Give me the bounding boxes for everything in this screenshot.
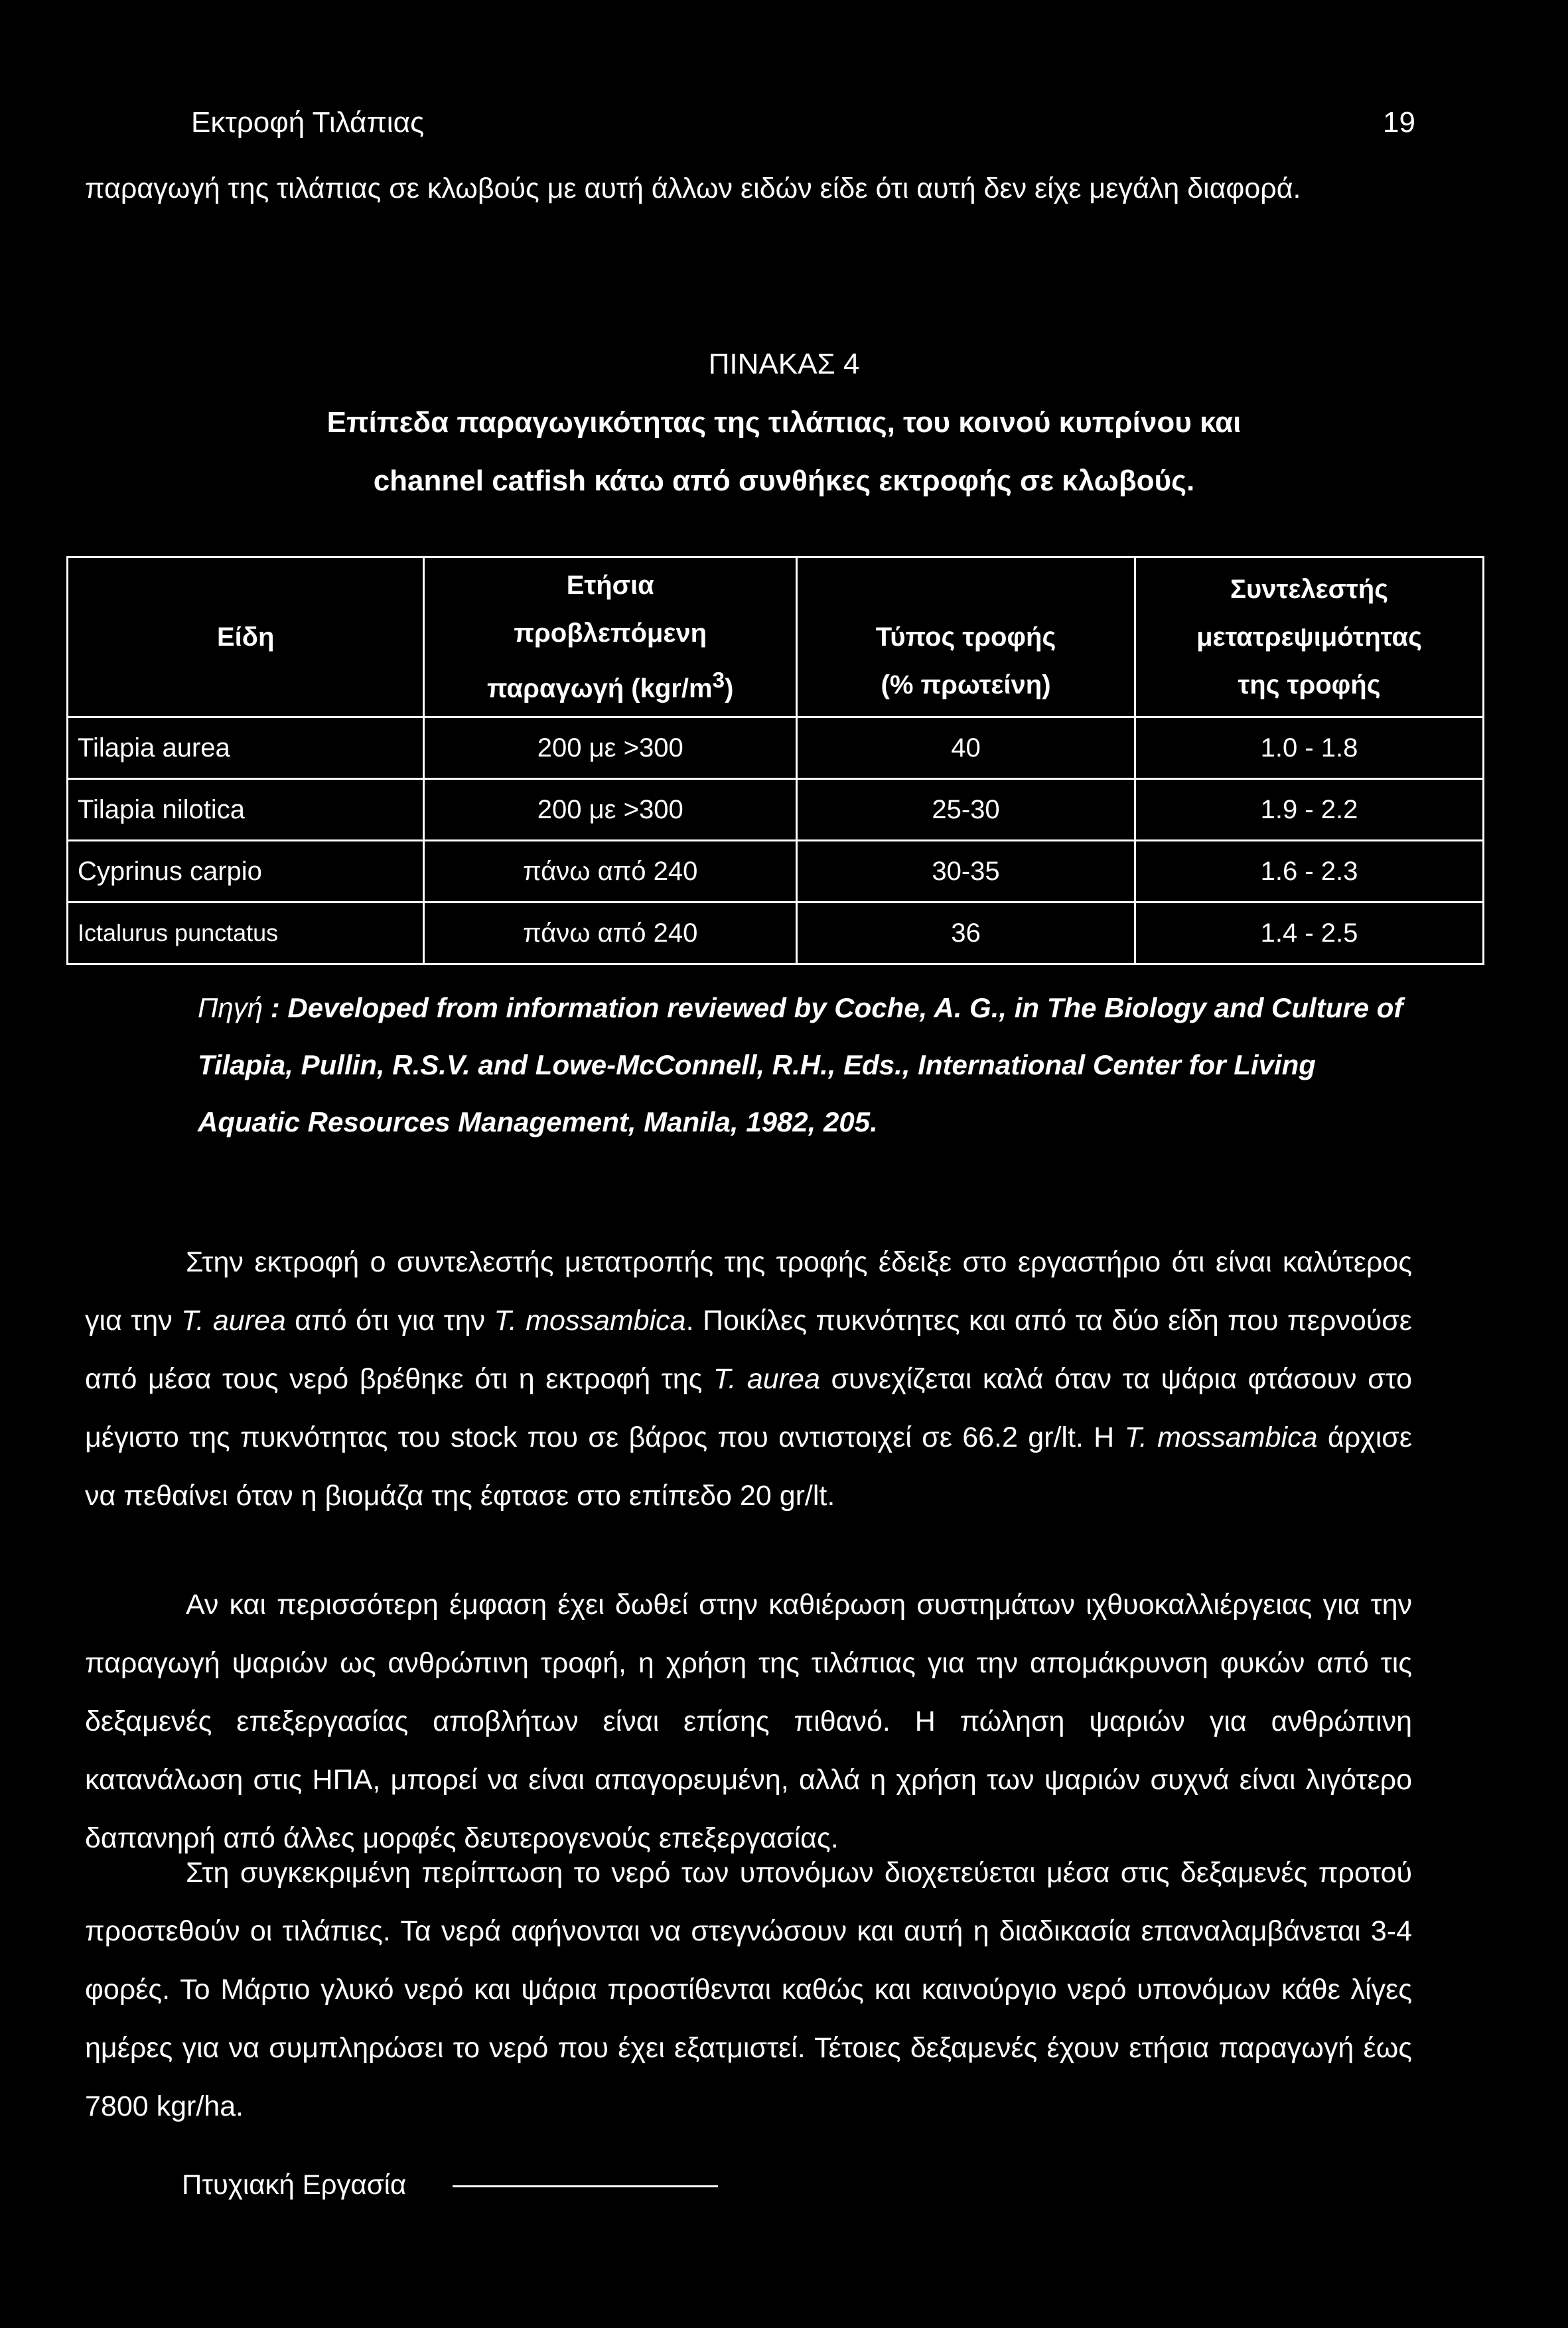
page-header xyxy=(191,106,1415,153)
table-row xyxy=(68,903,1484,964)
paragraph-fcr: Στην εκτροφή ο συντελεστής μετατροπής της τροφής έδειξε στο εργαστήριο ότι είναι καλύτερος για την T. aurea από ότι για την T. mossambica. Ποικίλες πυκνότητες και από τα δύο είδη που περνούσε από μέσα τους νερό βρέθηκε ότι η εκτροφή της T. aurea συνεχίζεται καλά όταν τα ψάρια φτάσουν στο μέγιστο της πυκνότητας του stock που σε βάρος που αντιστοιχεί σε 66.2 gr/lt. Η T. mossambica άρχισε να πεθαίνει όταν η βιομάζα της έφτασε στο επίπεδο 20 gr/lt. xyxy=(85,1246,1412,1512)
table-row xyxy=(68,841,1484,903)
cell-fcr: 1.6 - 2.3 xyxy=(1135,841,1484,903)
source-citation: Πηγή : Developed from information reviewed by Coche, A. G., in The Biology and Culture of Tilapia, Pullin, R.S.V. and Lowe-McConnell, R.H., Eds., International Center for Living Aquatic Resources Management, Manila, 1982, 205. xyxy=(198,992,1403,1137)
table-row xyxy=(68,717,1484,779)
cell-production: πάνω από 240 xyxy=(424,841,797,903)
cell-species: Ictalurus punctatus xyxy=(68,903,424,964)
source-label: Πηγή xyxy=(198,992,263,1023)
table-label: ΠΙΝΑΚΑΣ 4 xyxy=(708,348,860,380)
source-text: Developed from information reviewed by Coche, A. G., in The Biology and Culture of Tilapia, Pullin, R.S.V. and Lowe-McConnell, R.H., Eds., International Center for Living Aquatic Resources Management, Manila, 1982, 205. xyxy=(198,992,1403,1137)
cell-species: Tilapia nilotica xyxy=(68,779,424,841)
cell-protein: 36 xyxy=(797,903,1135,964)
header-species: Είδη xyxy=(68,557,424,717)
cell-fcr: 1.0 - 1.8 xyxy=(1135,717,1484,779)
table-caption xyxy=(0,335,1568,510)
footer-label: Πτυχιακή Εργασία xyxy=(182,2169,407,2200)
intro-paragraph: παραγωγή της τιλάπιας σε κλωβούς με αυτή άλλων ειδών είδε ότι αυτή δεν είχε μεγάλη διαφορά. xyxy=(85,173,1301,204)
cell-species: Tilapia aurea xyxy=(68,717,424,779)
paragraph-wastewater: Αν και περισσότερη έμφαση έχει δωθεί στην καθιέρωση συστημάτων ιχθυοκαλλιέργειας για την παραγωγή ψαριών ως ανθρώπινη τροφή, η χρήση της τιλάπιας για την απομάκρυνση φυκών από τις δεξαμενές επεξεργασίας αποβλήτων είναι επίσης πιθανό. Η πώληση ψαριών για ανθρώπινη κατανάλωση στις ΗΠΑ, μπορεί να είναι απαγορευμένη, αλλά η χρήση των ψαριών συχνά είναι λιγότερο δαπανηρή από άλλες μορφές δευτερογενούς επεξεργασίας. xyxy=(85,1589,1412,1854)
cell-production: 200 με >300 xyxy=(424,717,797,779)
table-header-row xyxy=(68,557,1484,717)
paragraph-procedure: Στη συγκεκριμένη περίπτωση το νερό των υπονόμων διοχετεύεται μέσα στις δεξαμενές προτού προστεθούν οι τιλάπιες. Τα νερά αφήνονται να στεγνώσουν και αυτή η διαδικασία επαναλαμβάνεται 3-4 φορές. Το Μάρτιο γλυκό νερό και ψάρια προστίθενται καθώς και καινούργιο νερό υπονόμων κάθε λίγες ημέρες για να συμπληρώσει το νερό που έχει εξατμιστεί. Τέτοιες δεξαμενές έχουν ετήσια παραγωγή έως 7800 kgr/ha. xyxy=(85,1857,1412,2122)
cell-fcr: 1.9 - 2.2 xyxy=(1135,779,1484,841)
cell-production: 200 με >300 xyxy=(424,779,797,841)
header-conversion-factor: Συντελεστής μετατρεψιμότητας της τροφής xyxy=(1135,557,1484,717)
cell-protein: 30-35 xyxy=(797,841,1135,903)
header-feed-type: Τύπος τροφής (% πρωτείνη) xyxy=(797,557,1135,717)
cell-species: Cyprinus carpio xyxy=(68,841,424,903)
cell-protein: 25-30 xyxy=(797,779,1135,841)
productivity-table xyxy=(66,556,1484,965)
cell-production: πάνω από 240 xyxy=(424,903,797,964)
running-title: Εκτροφή Τιλάπιας xyxy=(191,106,425,139)
header-production: Ετήσια προβλεπόμενη παραγωγή $(kgr/m^3)$ xyxy=(424,557,797,717)
footer-rule xyxy=(453,2185,718,2187)
page-footer xyxy=(182,2169,718,2201)
table-title-line-1: Επίπεδα παραγωγικότητας της τιλάπιας, του κοινού κυπρίνου και xyxy=(326,406,1242,439)
table-row xyxy=(68,779,1484,841)
page-number: 19 xyxy=(1383,106,1415,139)
table-title-line-2: channel catfish κάτω από συνθήκες εκτροφής σε κλωβούς. xyxy=(373,465,1195,497)
cell-protein: 40 xyxy=(797,717,1135,779)
cell-fcr: 1.4 - 2.5 xyxy=(1135,903,1484,964)
